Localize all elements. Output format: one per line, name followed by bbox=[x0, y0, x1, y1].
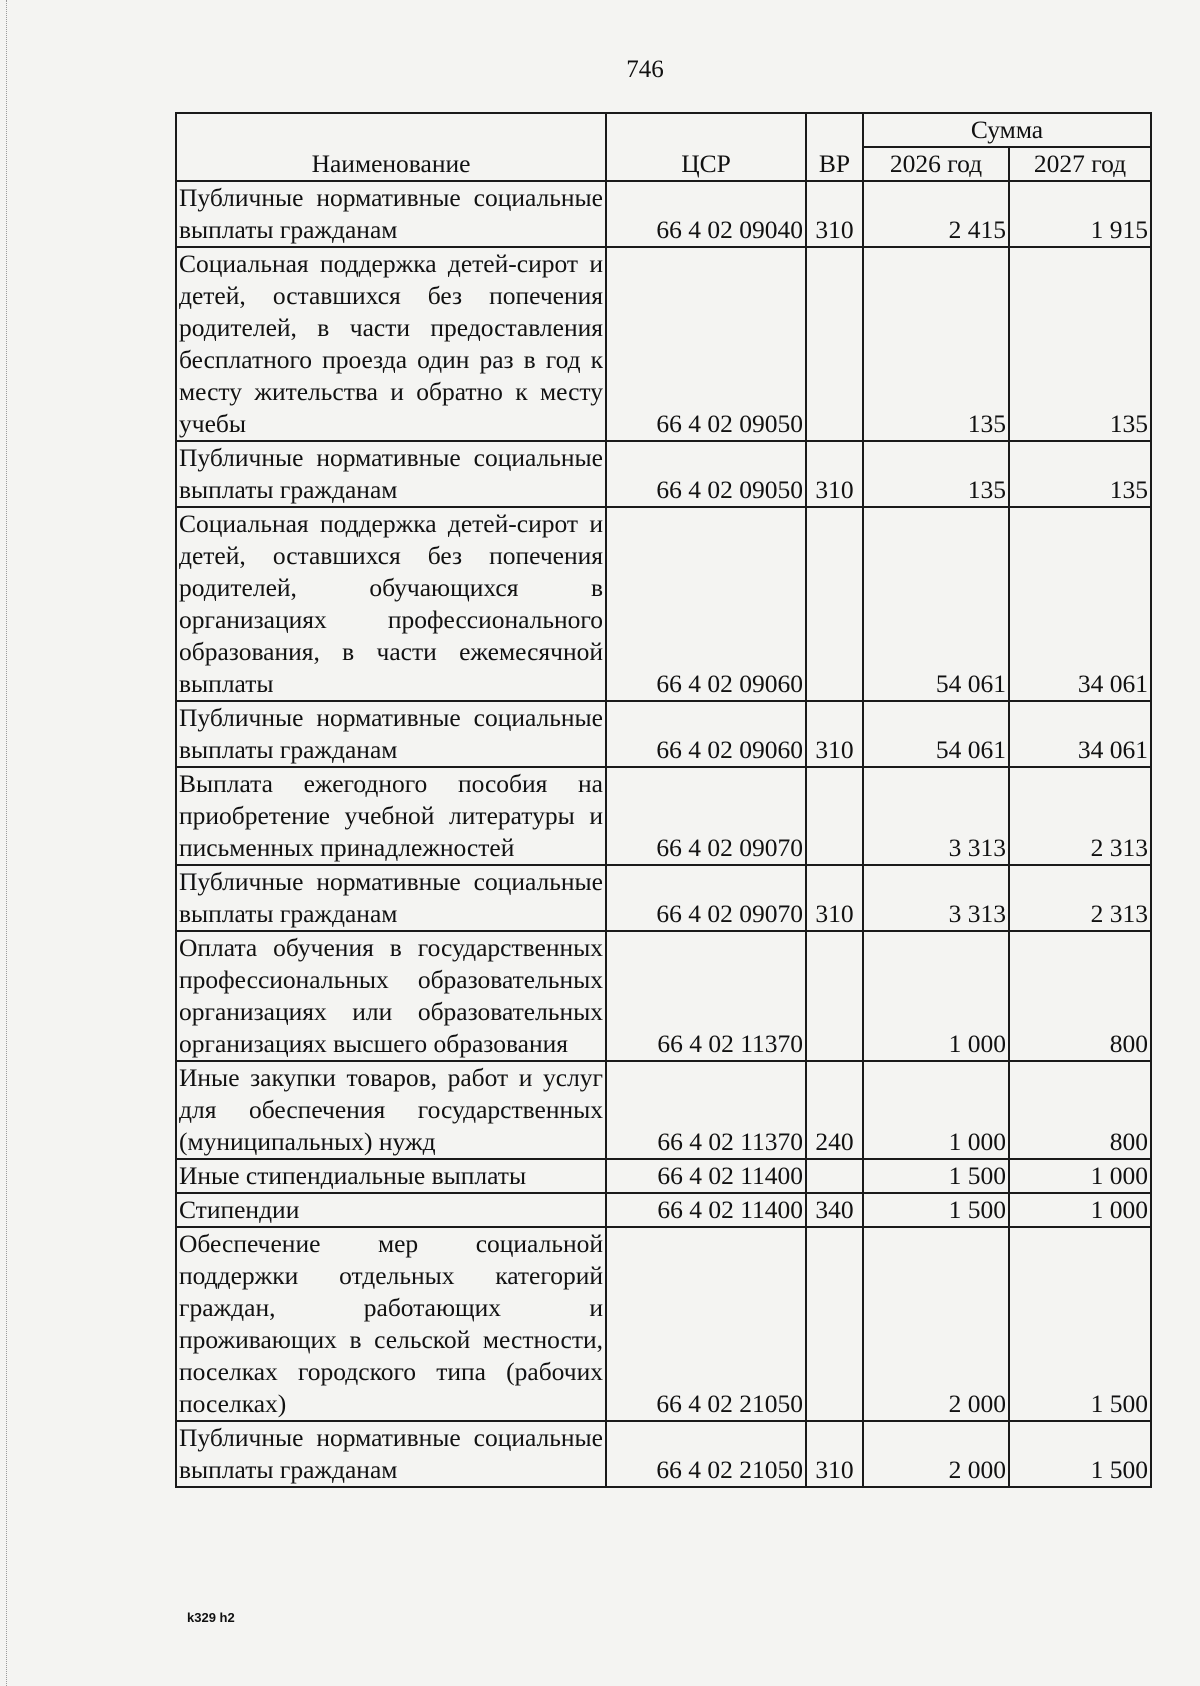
row-csr: 66 4 02 09050 bbox=[606, 441, 806, 507]
row-name: Иные закупки товаров, работ и услуг для обеспечения государственных (муниципальных) нужд bbox=[176, 1061, 606, 1159]
table-row bbox=[176, 767, 1151, 865]
row-sum-2026: 1 500 bbox=[863, 1193, 1009, 1227]
row-csr: 66 4 02 11370 bbox=[606, 1061, 806, 1159]
row-csr: 66 4 02 11400 bbox=[606, 1193, 806, 1227]
table-row bbox=[176, 1421, 1151, 1487]
row-vr: 310 bbox=[806, 181, 863, 247]
header-csr: ЦСР bbox=[606, 113, 806, 181]
header-vr: ВР bbox=[806, 113, 863, 181]
row-sum-2026: 135 bbox=[863, 247, 1009, 441]
table-row bbox=[176, 181, 1151, 247]
row-sum-2027: 1 000 bbox=[1009, 1193, 1151, 1227]
row-sum-2026: 135 bbox=[863, 441, 1009, 507]
row-vr bbox=[806, 247, 863, 441]
row-vr: 240 bbox=[806, 1061, 863, 1159]
row-vr bbox=[806, 507, 863, 701]
footer-code: k329 h2 bbox=[187, 1610, 235, 1625]
header-sum: Сумма bbox=[863, 113, 1151, 147]
row-vr: 310 bbox=[806, 865, 863, 931]
row-sum-2026: 1 000 bbox=[863, 1061, 1009, 1159]
table-row bbox=[176, 1227, 1151, 1421]
table-row bbox=[176, 1061, 1151, 1159]
row-name: Публичные нормативные социальные выплаты гражданам bbox=[176, 701, 606, 767]
budget-table bbox=[175, 112, 1152, 1488]
row-vr: 310 bbox=[806, 701, 863, 767]
row-sum-2027: 34 061 bbox=[1009, 701, 1151, 767]
row-sum-2026: 1 000 bbox=[863, 931, 1009, 1061]
row-csr: 66 4 02 09050 bbox=[606, 247, 806, 441]
row-csr: 66 4 02 09070 bbox=[606, 767, 806, 865]
row-csr: 66 4 02 09040 bbox=[606, 181, 806, 247]
row-name: Выплата ежегодного пособия на приобретение учебной литературы и письменных принадлежностей bbox=[176, 767, 606, 865]
row-vr: 340 bbox=[806, 1193, 863, 1227]
row-sum-2026: 1 500 bbox=[863, 1159, 1009, 1193]
row-name: Публичные нормативные социальные выплаты гражданам bbox=[176, 441, 606, 507]
row-sum-2027: 800 bbox=[1009, 931, 1151, 1061]
row-name: Социальная поддержка детей-сирот и детей, оставшихся без попечения родителей, обучающихся в организациях профессионального образования, в части ежемесячной выплаты bbox=[176, 507, 606, 701]
row-csr: 66 4 02 21050 bbox=[606, 1421, 806, 1487]
header-year-2027: 2027 год bbox=[1009, 147, 1151, 181]
table-row bbox=[176, 931, 1151, 1061]
table-header bbox=[176, 113, 1151, 181]
row-sum-2026: 2 415 bbox=[863, 181, 1009, 247]
row-vr: 310 bbox=[806, 441, 863, 507]
header-year-2026: 2026 год bbox=[863, 147, 1009, 181]
header-name: Наименование bbox=[176, 113, 606, 181]
table-row bbox=[176, 1193, 1151, 1227]
row-name: Публичные нормативные социальные выплаты гражданам bbox=[176, 1421, 606, 1487]
row-vr: 310 bbox=[806, 1421, 863, 1487]
scan-margin-line bbox=[6, 0, 7, 1686]
row-sum-2027: 1 500 bbox=[1009, 1227, 1151, 1421]
row-csr: 66 4 02 09060 bbox=[606, 507, 806, 701]
row-sum-2026: 2 000 bbox=[863, 1421, 1009, 1487]
row-csr: 66 4 02 09060 bbox=[606, 701, 806, 767]
row-sum-2026: 3 313 bbox=[863, 865, 1009, 931]
row-sum-2027: 2 313 bbox=[1009, 767, 1151, 865]
row-name: Публичные нормативные социальные выплаты гражданам bbox=[176, 865, 606, 931]
table-body bbox=[176, 181, 1151, 1487]
row-sum-2027: 2 313 bbox=[1009, 865, 1151, 931]
row-vr bbox=[806, 1159, 863, 1193]
page-number: 746 bbox=[626, 56, 664, 83]
table-row bbox=[176, 441, 1151, 507]
row-sum-2027: 135 bbox=[1009, 247, 1151, 441]
row-csr: 66 4 02 11370 bbox=[606, 931, 806, 1061]
row-sum-2026: 3 313 bbox=[863, 767, 1009, 865]
row-sum-2027: 1 915 bbox=[1009, 181, 1151, 247]
row-csr: 66 4 02 21050 bbox=[606, 1227, 806, 1421]
table-row bbox=[176, 247, 1151, 441]
row-csr: 66 4 02 09070 bbox=[606, 865, 806, 931]
row-sum-2026: 54 061 bbox=[863, 701, 1009, 767]
table-row bbox=[176, 865, 1151, 931]
row-vr bbox=[806, 931, 863, 1061]
row-name: Оплата обучения в государственных профессиональных образовательных организациях или образовательных организациях высшего образования bbox=[176, 931, 606, 1061]
row-sum-2027: 34 061 bbox=[1009, 507, 1151, 701]
row-vr bbox=[806, 767, 863, 865]
table-row bbox=[176, 1159, 1151, 1193]
row-vr bbox=[806, 1227, 863, 1421]
row-name: Публичные нормативные социальные выплаты гражданам bbox=[176, 181, 606, 247]
row-sum-2027: 1 000 bbox=[1009, 1159, 1151, 1193]
row-name: Иные стипендиальные выплаты bbox=[176, 1159, 606, 1193]
row-sum-2026: 2 000 bbox=[863, 1227, 1009, 1421]
row-name: Обеспечение мер социальной поддержки отдельных категорий граждан, работающих и проживающих в сельской местности, поселках городского типа (рабочих поселках) bbox=[176, 1227, 606, 1421]
row-sum-2026: 54 061 bbox=[863, 507, 1009, 701]
row-name: Стипендии bbox=[176, 1193, 606, 1227]
table-row bbox=[176, 507, 1151, 701]
row-csr: 66 4 02 11400 bbox=[606, 1159, 806, 1193]
row-sum-2027: 1 500 bbox=[1009, 1421, 1151, 1487]
row-name: Социальная поддержка детей-сирот и детей, оставшихся без попечения родителей, в части предоставления бесплатного проезда один раз в год к месту жительства и обратно к месту учебы bbox=[176, 247, 606, 441]
table-row bbox=[176, 701, 1151, 767]
row-sum-2027: 135 bbox=[1009, 441, 1151, 507]
row-sum-2027: 800 bbox=[1009, 1061, 1151, 1159]
